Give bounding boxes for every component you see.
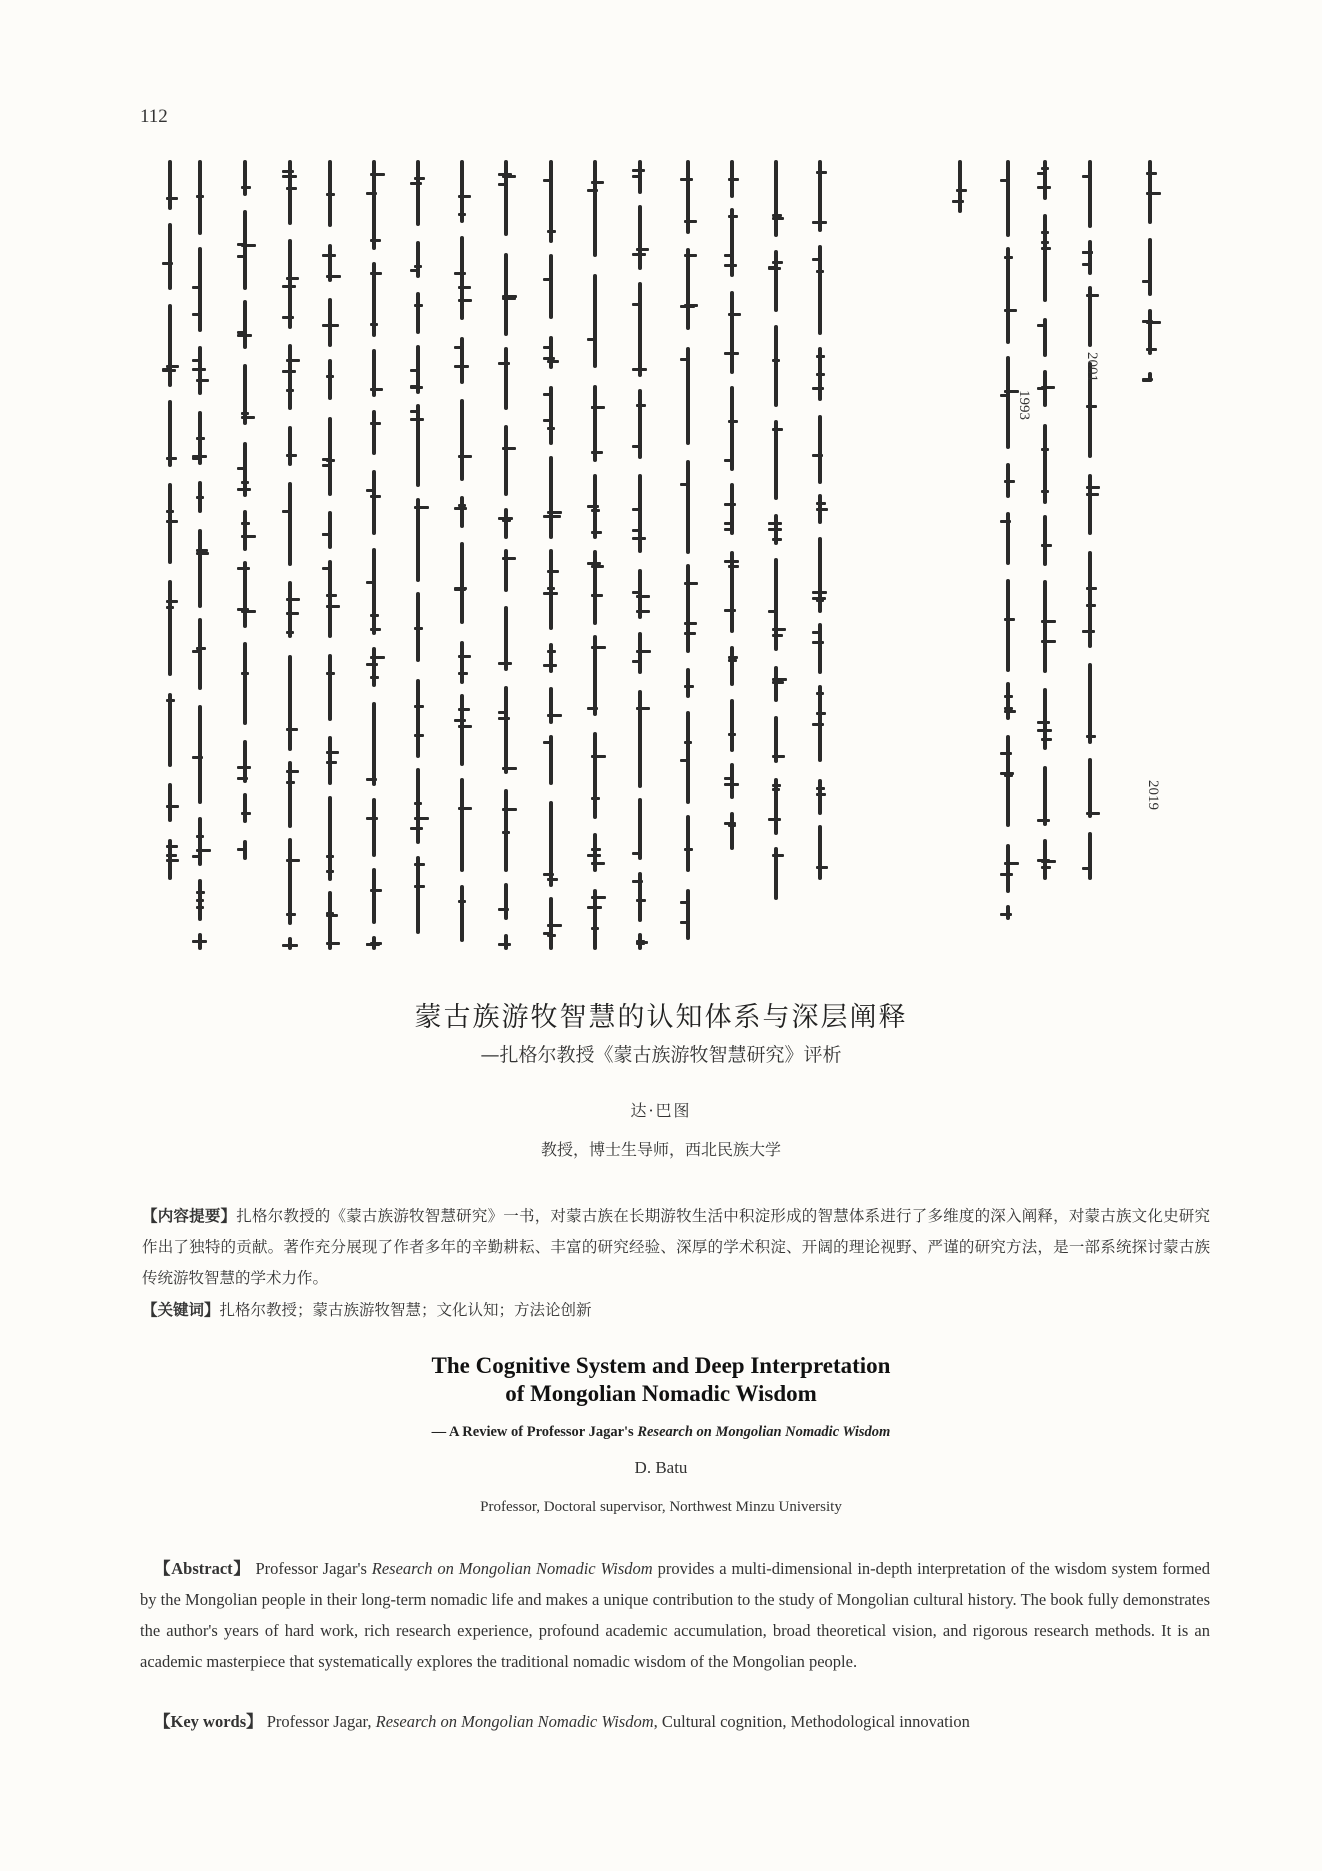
mongolian-script-column [722, 160, 742, 850]
english-subtitle-book: Research on Mongolian Nomadic Wisdom [637, 1424, 891, 1440]
chinese-author: 达·巴图 [630, 1101, 692, 1120]
english-subtitle-prefix: — A Review of Professor Jagar's [431, 1424, 638, 1440]
page-number: 112 [140, 106, 168, 127]
chinese-abstract-label: 【内容提要】 [142, 1206, 237, 1225]
mongolian-script-column [160, 160, 180, 880]
chinese-affiliation: 教授，博士生导师，西北民族大学 [540, 1140, 781, 1159]
english-subtitle [0, 1424, 1322, 1441]
mongolian-script-column [496, 160, 516, 950]
chinese-subtitle: —扎格尔教授《蒙古族游牧智慧研究》评析 [480, 1044, 842, 1066]
mongolian-script-column [280, 160, 300, 950]
chinese-title: 蒙古族游牧智慧的认知体系与深层阐释 [414, 1002, 908, 1033]
mongolian-script-column [452, 160, 472, 950]
english-abstract-pre: Professor Jagar's [250, 1559, 372, 1578]
english-keywords-pre: Professor Jagar, [262, 1712, 376, 1731]
mongolian-script-column [235, 160, 255, 860]
reference-year-1993: 1993 [1016, 390, 1032, 420]
english-abstract-book: Research on Mongolian Nomadic Wisdom [371, 1559, 653, 1578]
chinese-abstract [142, 1200, 1210, 1294]
english-title-line1: The Cognitive System and Deep Interpretation [431, 1353, 891, 1378]
mongolian-script-column [630, 160, 650, 950]
mongolian-script-column [541, 160, 561, 950]
english-keywords-label: 【Key words】 [154, 1712, 263, 1731]
mongolian-script-column [998, 160, 1018, 920]
mongolian-script-column [408, 160, 428, 950]
english-abstract-label: 【Abstract】 [154, 1559, 251, 1578]
english-keywords-post: , Cultural cognition, Methodological innovation [653, 1712, 970, 1731]
english-keywords-book: Research on Mongolian Nomadic Wisdom [375, 1712, 654, 1731]
chinese-keywords-label: 【关键词】 [142, 1300, 220, 1319]
mongolian-script-column [1140, 160, 1160, 380]
english-affiliation: Professor, Doctoral supervisor, Northwest Minzu University [480, 1499, 842, 1515]
chinese-keywords [142, 1298, 1210, 1320]
mongolian-script-column [1035, 160, 1055, 880]
english-keywords [154, 1708, 1214, 1732]
mongolian-script-column [364, 160, 384, 950]
mongolian-script-column [678, 160, 698, 940]
mongolian-text-block [130, 160, 1190, 950]
mongolian-script-column [766, 160, 786, 900]
english-title [0, 1352, 1322, 1408]
english-abstract-post: provides a multi-dimensional in-depth interpretation of the wisdom system formed by the Mongolian people in their long-term nomadic life and makes a unique contribution to the study of Mongolian cultural history. The book fully demonstrates the author's years of hard work, rich research experience, profound academic accumulation, broad theoretical vision, and rigorous research methods. It is an academic masterpiece that systematically explores the traditional nomadic wisdom of the Mongolian people. [140, 1559, 1210, 1671]
english-author: D. Batu [634, 1458, 688, 1477]
reference-year-2019: 2019 [1145, 780, 1161, 810]
chinese-abstract-text: 扎格尔教授的《蒙古族游牧智慧研究》一书，对蒙古族在长期游牧生活中积淀形成的智慧体系进行了多维度的深入阐释，对蒙古族文化史研究作出了独特的贡献。著作充分展现了作者多年的辛勤耕耘、丰富的研究经验、深厚的学术积淀、开阔的理论视野、严谨的研究方法，是一部系统探讨蒙古族传统游牧智慧的学术力作。 [142, 1207, 1210, 1287]
chinese-keywords-text: 扎格尔教授；蒙古族游牧智慧；文化认知；方法论创新 [219, 1301, 592, 1319]
english-title-line2: of Mongolian Nomadic Wisdom [505, 1381, 817, 1406]
mongolian-script-column [190, 160, 210, 950]
reference-year-2001: 2001 [1084, 352, 1100, 382]
mongolian-script-column [1080, 160, 1100, 880]
mongolian-script-column [950, 160, 970, 220]
english-abstract [140, 1553, 1210, 1677]
mongolian-script-column [585, 160, 605, 950]
mongolian-script-column [810, 160, 830, 880]
mongolian-script-column [320, 160, 340, 950]
